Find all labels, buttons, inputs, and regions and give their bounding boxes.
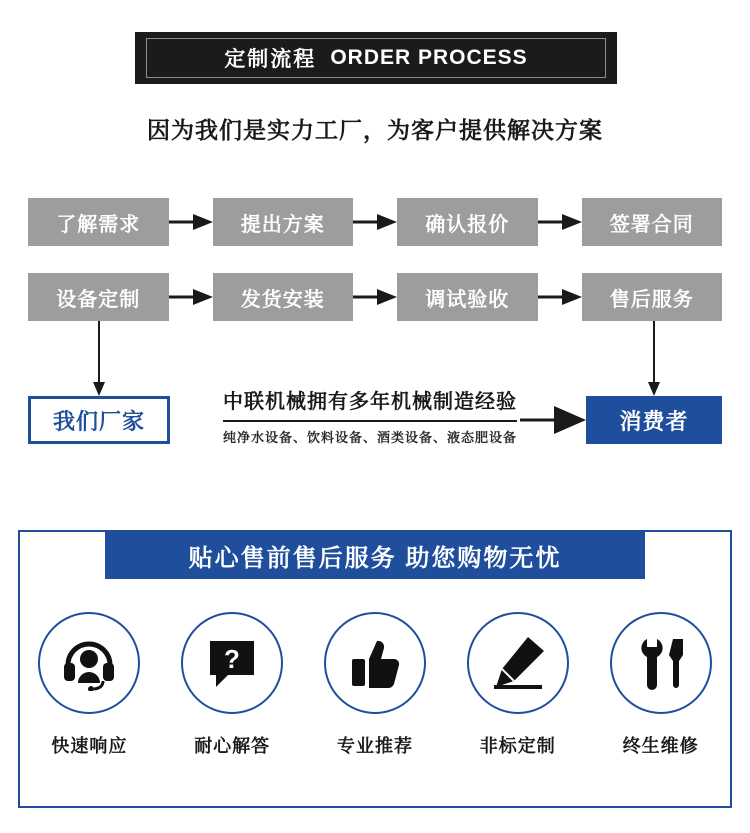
flow-arrow-4 xyxy=(169,273,213,321)
flow-step-4[interactable]: 签署合同 xyxy=(582,198,723,246)
header-title-cn: 定制流程 xyxy=(224,48,317,71)
thumbs-up-icon xyxy=(324,612,426,714)
flow-step-6[interactable]: 发货安装 xyxy=(213,273,354,321)
service-item-3[interactable] xyxy=(310,612,440,758)
flow-row-2 xyxy=(28,273,722,321)
flow-arrow-3 xyxy=(538,198,582,246)
factory-box[interactable]: 我们厂家 xyxy=(28,396,170,444)
flow-arrow-5 xyxy=(353,273,397,321)
flow-step-2[interactable]: 提出方案 xyxy=(213,198,354,246)
page-subtitle: 因为我们是实力工厂，为客户提供解决方案 xyxy=(147,117,603,143)
header-banner-inner xyxy=(146,38,606,78)
service-label-1: 快速响应 xyxy=(51,736,128,756)
flow-step-5[interactable]: 设备定制 xyxy=(28,273,169,321)
flow-step-1[interactable]: 了解需求 xyxy=(28,198,169,246)
service-panel-title: 贴心售前售后服务 助您购物无忧 xyxy=(105,531,645,579)
factory-equipment-list: 纯净水设备、饮料设备、酒类设备、液态肥设备 xyxy=(223,420,517,446)
service-items xyxy=(18,612,732,758)
svg-text:?: ? xyxy=(224,644,241,674)
headset-icon xyxy=(38,612,140,714)
service-label-2: 耐心解答 xyxy=(194,736,271,756)
wrench-screwdriver-icon xyxy=(610,612,712,714)
flow-step-3[interactable]: 确认报价 xyxy=(397,198,538,246)
service-item-5[interactable] xyxy=(596,612,726,758)
service-label-5: 终生维修 xyxy=(622,736,699,756)
flow-arrow-1 xyxy=(169,198,213,246)
pencil-icon xyxy=(467,612,569,714)
service-item-4[interactable] xyxy=(453,612,583,758)
service-label-3: 专业推荐 xyxy=(336,736,413,756)
flow-step-8[interactable]: 售后服务 xyxy=(582,273,723,321)
question-icon xyxy=(181,612,283,714)
flow-row-1 xyxy=(28,198,722,246)
flow-arrow-2 xyxy=(353,198,397,246)
factory-experience-main: 中联机械拥有多年机械制造经验 xyxy=(223,391,517,413)
flow-step-7[interactable]: 调试验收 xyxy=(397,273,538,321)
service-item-2[interactable] xyxy=(167,612,297,758)
header-banner xyxy=(135,32,617,84)
header-title-en: ORDER PROCESS xyxy=(330,46,528,69)
flow-arrow-6 xyxy=(538,273,582,321)
consumer-box[interactable]: 消费者 xyxy=(586,396,722,444)
factory-experience-text xyxy=(178,388,562,447)
service-item-1[interactable] xyxy=(24,612,154,758)
service-label-4: 非标定制 xyxy=(479,736,556,756)
